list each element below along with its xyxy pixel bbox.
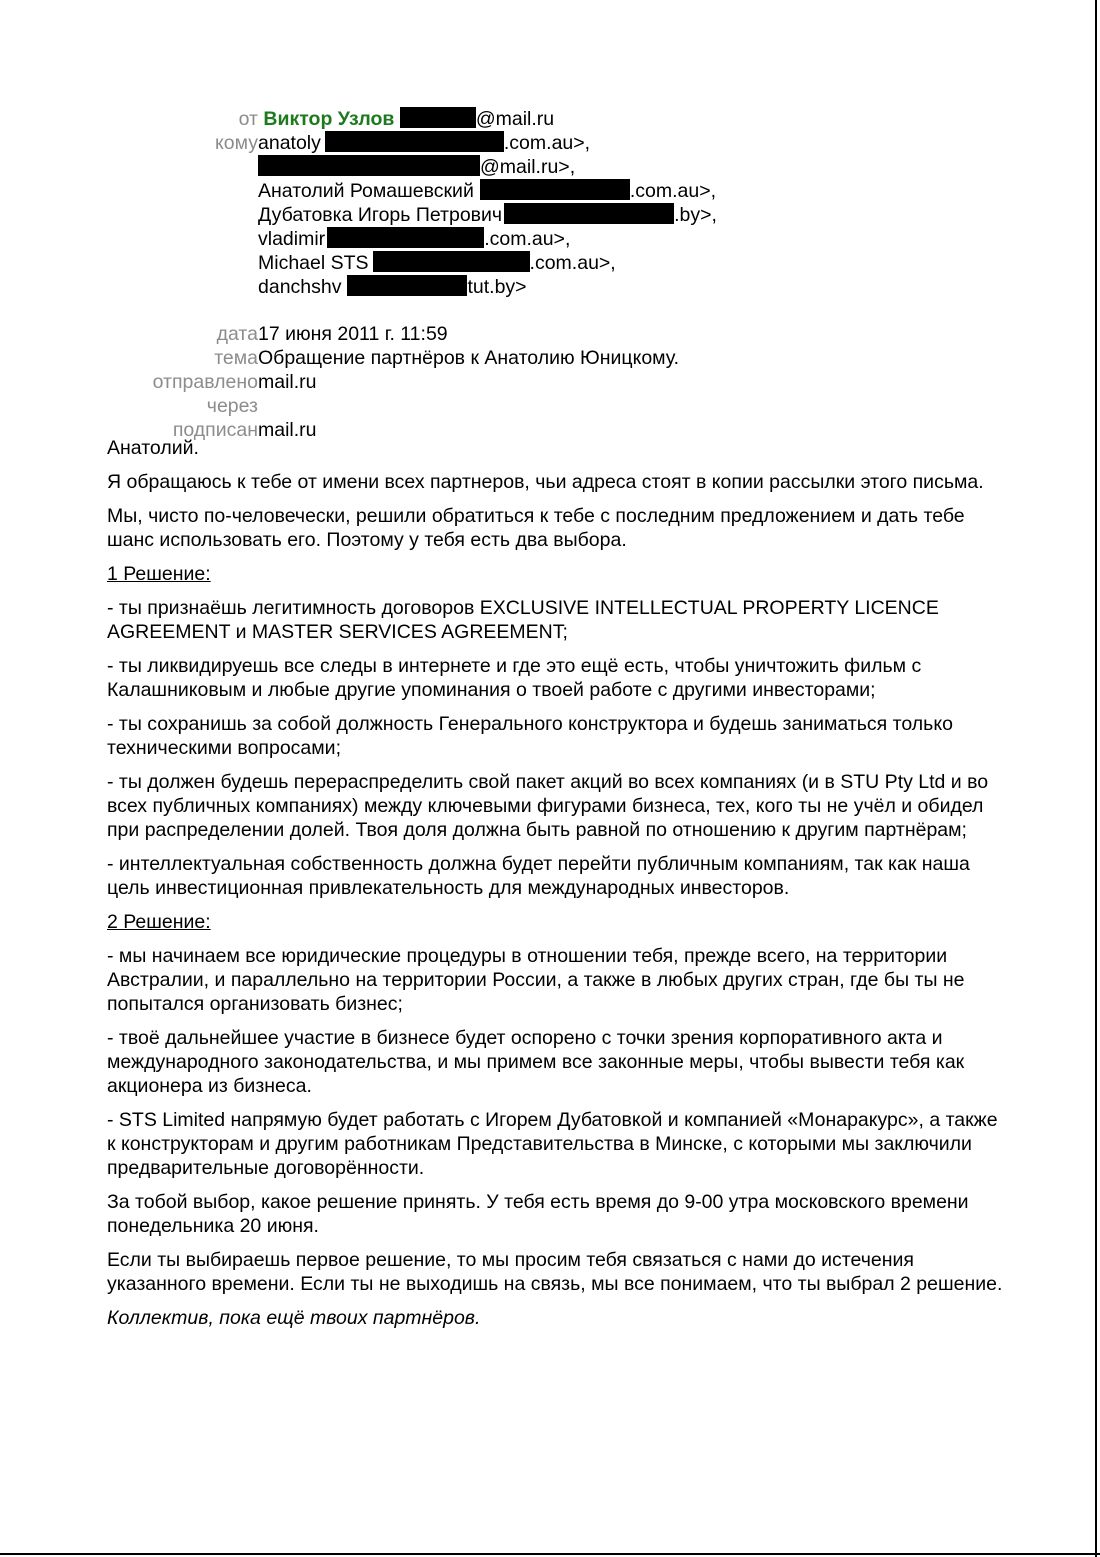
sent-via-label: отправлено — [152, 371, 258, 393]
paragraph: Я обращаюсь к тебе от имени всех партнеров, чьи адреса стоят в копии рассылки этого письма. — [107, 471, 984, 493]
redaction-bar — [327, 227, 484, 248]
to-row — [0, 227, 1000, 251]
signature: Коллектив, пока ещё твоих партнёров. — [107, 1307, 481, 1329]
redaction-bar — [373, 251, 530, 272]
list-item: - ты ликвидируешь все следы в интернете и где это ещё есть, чтобы уничтожить фильм с Калашниковым и любые другие упоминания о твоей работе с другими инвесторами; — [107, 655, 922, 701]
redaction-bar — [258, 155, 480, 176]
page-bottom-edge — [0, 1553, 1100, 1555]
redaction-bar — [400, 107, 476, 128]
recipient-prefix: Анатолий Ромашевский — [258, 180, 474, 202]
recipient-prefix: vladimir — [258, 228, 326, 250]
to-row — [0, 275, 1000, 299]
redaction-bar — [325, 131, 504, 152]
sent-via-value: mail.ru — [258, 371, 317, 393]
redaction-bar — [347, 275, 467, 296]
from-label: от — [238, 108, 258, 130]
to-row — [0, 131, 1000, 155]
message-body — [107, 436, 1007, 1340]
date-value: 17 июня 2011 г. 11:59 — [258, 323, 448, 345]
recipient-suffix: .com.au>, — [503, 132, 591, 154]
recipient-prefix: Michael STS — [258, 252, 369, 274]
sent-via-label-2: через — [206, 395, 258, 417]
to-row — [0, 251, 1000, 275]
paragraph: За тобой выбор, какое решение принять. У тебя есть время до 9-00 утра московского времени понедельника 20 июня. — [107, 1191, 969, 1237]
recipient-suffix: .com.au>, — [629, 180, 717, 202]
list-item: - интеллектуальная собственность должна будет перейти публичным компаниям, так как наша цель инвестиционная привлекательность для международных инвесторов. — [107, 853, 970, 899]
subject-value: Обращение партнёров к Анатолию Юницкому. — [258, 347, 680, 369]
paragraph: Мы, чисто по-человечески, решили обратиться к тебе с последним предложением и дать тебе шанс использовать его. Поэтому у тебя есть два выбора. — [107, 505, 965, 551]
list-item: - ты должен будешь перераспределить свой пакет акций во всех компаниях (и в STU Pty Ltd и во всех публичных компаниях) между ключевыми фигурами бизнеса, тех, кого ты не учёл и обидел при распределении долей. Твоя доля должна быть равной по отношению к другим партнёрам; — [107, 771, 989, 841]
page-right-edge — [1095, 0, 1097, 1557]
from-row — [0, 107, 1000, 131]
sender-name[interactable]: Виктор Узлов — [263, 108, 395, 130]
recipient-suffix: .by>, — [674, 204, 717, 226]
section-title-1: 1 Решение: — [107, 563, 211, 585]
list-item: - ты признаёшь легитимность договоров EXCLUSIVE INTELLECTUAL PROPERTY LICENCE AGREEMENT и MASTER SERVICES AGREEMENT; — [107, 597, 939, 643]
recipient-suffix: .com.au>, — [529, 252, 616, 274]
signed-label: подписан — [172, 419, 258, 441]
recipient-prefix: Дубатовка Игорь Петрович — [258, 204, 503, 226]
sent-via-row — [0, 370, 1000, 394]
to-row — [0, 155, 1000, 179]
to-label: кому — [215, 132, 258, 154]
to-row — [0, 179, 1000, 203]
date-label: дата — [216, 323, 258, 345]
date-row — [0, 322, 1000, 346]
redaction-bar — [480, 179, 630, 200]
list-item: - твоё дальнейшее участие в бизнесе будет оспорено с точки зрения корпоративного акта и международного законодательства, и мы примем все законные меры, чтобы вывести тебя как акционера из бизнеса. — [107, 1027, 965, 1097]
sent-via-row-2 — [0, 394, 1000, 418]
email-header — [0, 107, 1000, 442]
redaction-bar — [504, 203, 674, 224]
section-title-2: 2 Решение: — [107, 911, 211, 933]
subject-label: тема — [214, 347, 258, 369]
recipient-prefix: anatoly — [258, 132, 321, 154]
list-item: - STS Limited напрямую будет работать с Игорем Дубатовкой и компанией «Монаракурс», а также к конструкторам и другим работникам Представительства в Минске, с которыми мы заключили предварительные договорённости. — [107, 1109, 998, 1179]
subject-row — [0, 346, 1000, 370]
recipient-suffix: tut.by> — [467, 276, 527, 298]
list-item: - мы начинаем все юридические процедуры в отношении тебя, прежде всего, на территории Австралии, и параллельно на территории России, а также в любых других стран, где бы ты не попытался организовать бизнес; — [107, 945, 965, 1015]
sender-email-tail: @mail.ru — [475, 108, 555, 130]
recipient-prefix: danchshv — [258, 276, 342, 298]
list-item: - ты сохранишь за собой должность Генерального конструктора и будешь заниматься только техническими вопросами; — [107, 713, 953, 759]
greeting: Анатолий. — [107, 437, 199, 459]
recipient-suffix: @mail.ru>, — [480, 156, 576, 178]
to-row — [0, 203, 1000, 227]
signed-value: mail.ru — [258, 419, 317, 441]
recipient-suffix: .com.au>, — [484, 228, 571, 250]
paragraph: Если ты выбираешь первое решение, то мы просим тебя связаться с нами до истечения указанного времени. Если ты не выходишь на связь, мы все понимаем, что ты выбрал 2 решение. — [107, 1249, 1003, 1295]
